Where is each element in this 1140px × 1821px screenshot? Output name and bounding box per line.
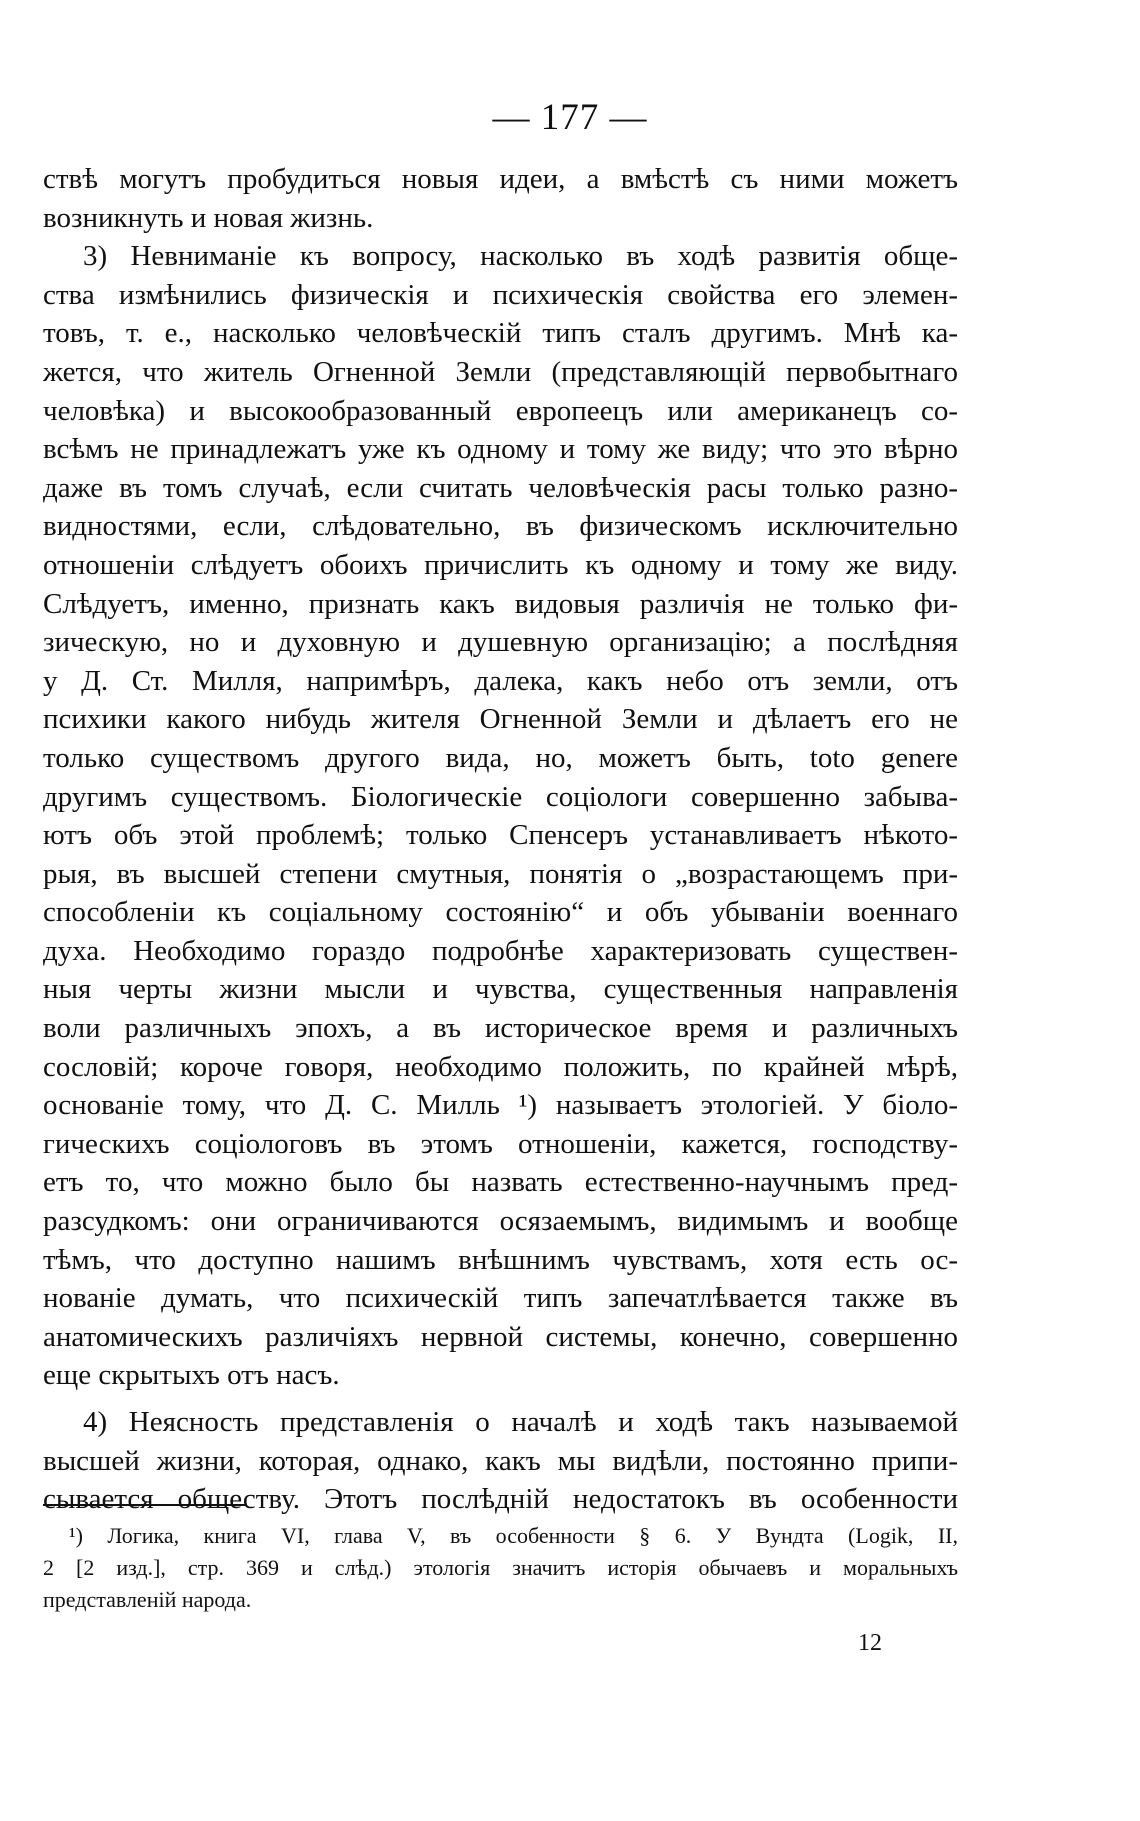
body-line: возникнуть и новая жизнь. [43,201,374,234]
body-line: етъ то, что можно было бы назвать естественно-научнымъ пред- [43,1166,958,1199]
body-line: основаніе тому, что Д. С. Милль ¹) называетъ этологіей. У біоло- [43,1089,958,1122]
body-line: способленіи къ соціальному состоянію“ и объ убываніи военнаго [43,896,958,929]
page-number: — 177 — [492,97,648,138]
body-line: зическую, но и духовную и душевную организацію; а послѣдняя [43,626,958,659]
footnote-line: представленій народа. [43,1587,252,1612]
body-line: даже въ томъ случаѣ, если считать человѣческія расы только разно- [43,471,958,504]
body-line: жется, что житель Огненной Земли (представляющій первобытнаго [43,355,958,388]
body-line: рыя, въ высшей степени смутныя, понятія о „возрастающемъ при- [43,857,958,890]
body-line: отношеніи слѣдуетъ обоихъ причислить къ одному и тому же виду. [43,548,958,581]
body-line: сывается обществу. Этотъ послѣдній недостатокъ въ особенности [43,1483,958,1516]
body-line: только существомъ другого вида, но, можетъ быть, toto genere [43,741,958,774]
body-line: видностями, если, слѣдовательно, въ физическомъ исключительно [43,510,958,543]
body-line: высшей жизни, которая, однако, какъ мы видѣли, постоянно припи- [43,1444,958,1477]
body-line: ствѣ могутъ пробудиться новыя идеи, а вмѣстѣ съ ними можетъ [43,163,958,195]
body-line: человѣка) и высокообразованный европеецъ или американецъ со- [43,394,958,427]
body-line: товъ, т. е., насколько человѣческій типъ сталъ другимъ. Мнѣ ка- [43,317,958,350]
body-line: Слѣдуетъ, именно, признать какъ видовыя различія не только фи- [43,587,958,620]
body-line: психики какого нибудь жителя Огненной Земли и дѣлаетъ его не [43,703,958,736]
body-line: воли различныхъ эпохъ, а въ историческое время и различныхъ [43,1012,958,1045]
body-line: разсудкомъ: они ограничиваются осязаемымъ, видимымъ и вообще [43,1205,958,1238]
body-text [43,160,958,1519]
body-line: ныя черты жизни мысли и чувства, существенныя направленія [43,973,958,1006]
body-line: духа. Необходимо гораздо подробнѣе характеризовать существен- [43,934,958,967]
body-line: у Д. Ст. Милля, напримѣръ, далека, какъ небо отъ земли, отъ [43,664,958,697]
body-line: сословій; короче говоря, необходимо положить, по крайней мѣрѣ, [43,1050,958,1083]
body-line: ютъ объ этой проблемѣ; только Спенсеръ устанавливаетъ нѣкото- [43,819,958,852]
footnotes [43,1520,958,1616]
footnote-line: ¹) Логика, книга VI, глава V, въ особенности § 6. У Вундта (Logik, II, [69,1523,958,1548]
body-line: анатомическихъ различіяхъ нервной системы, конечно, совершенно [43,1320,958,1353]
body-line: еще скрытыхъ отъ насъ. [43,1359,340,1392]
body-line: всѣмъ не принадлежатъ уже къ одному и тому же виду; что это вѣрно [43,433,958,466]
signature-mark: 12 [858,1630,882,1656]
footnote-line: 2 [2 изд.], стр. 369 и слѣд.) этологія значитъ исторія обычаевъ и моральныхъ [43,1555,958,1580]
footnote-divider [43,1504,245,1506]
body-line: 4) Неясность представленія о началѣ и ходѣ такъ называемой [83,1406,958,1438]
body-line: 3) Невниманіе къ вопросу, насколько въ ходѣ развитія обще- [83,240,958,273]
body-line: нованіе думать, что психическій типъ запечатлѣвается также въ [43,1282,958,1315]
body-line: тѣмъ, что доступно нашимъ внѣшнимъ чувствамъ, хотя есть ос- [43,1243,958,1276]
body-line: ства измѣнились физическія и психическія свойства его элемен- [43,278,958,311]
body-line: другимъ существомъ. Біологическіе соціологи совершенно забыва- [43,780,958,813]
body-line: гическихъ соціологовъ въ этомъ отношеніи, кажется, господству- [43,1127,958,1160]
